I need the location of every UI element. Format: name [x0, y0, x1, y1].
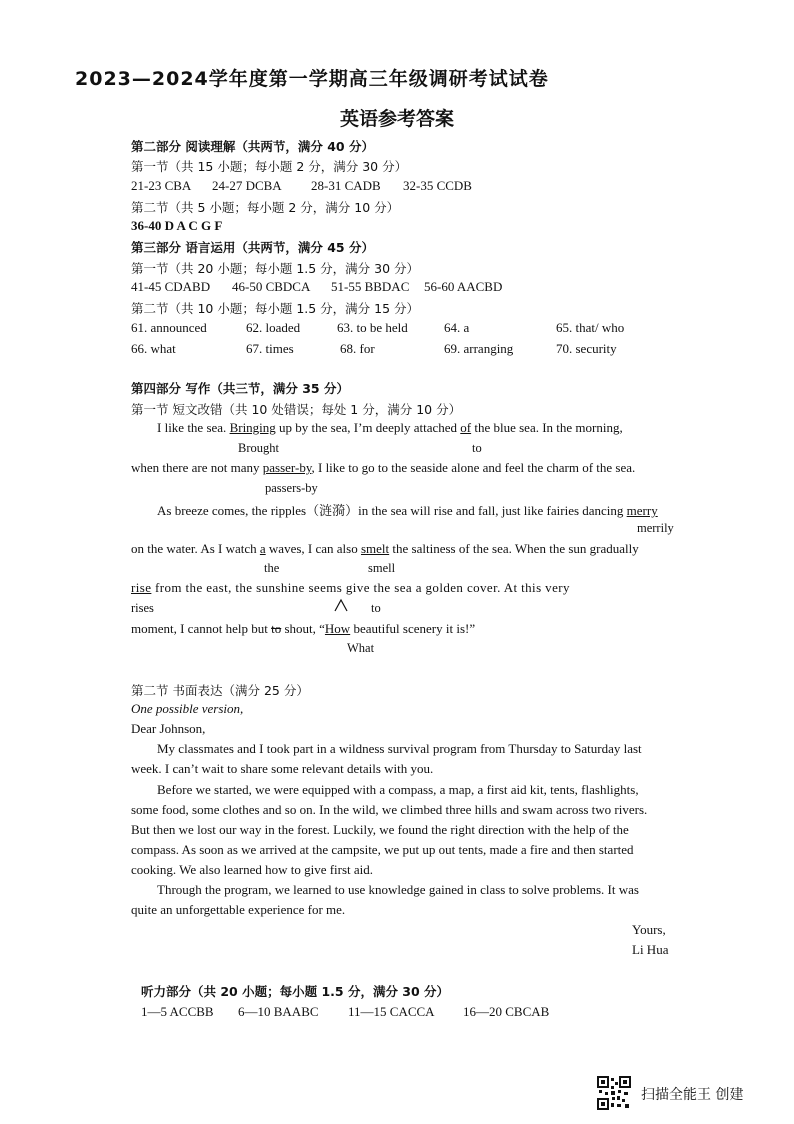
writing-s1-heading: 第一节 短文改错（共 10 处错误；每处 1 分，满分 10 分）	[131, 402, 462, 417]
answer-group: 46-50 CBDCA	[232, 279, 311, 294]
passage-text: the saltiness of the sea. When the sun gradually	[389, 541, 639, 556]
listening-heading: 听力部分（共 20 小题；每小题 1.5 分，满分 30 分）	[141, 984, 450, 999]
answer-item: 65. that/ who	[556, 320, 625, 335]
writing-s2-heading: 第二节 书面表达（满分 25 分）	[131, 683, 309, 698]
answer-group: 21-23 CBA	[131, 178, 192, 193]
page-title: 2023—2024学年度第一学期高三年级调研考试试卷	[75, 68, 549, 90]
answer-item: 63. to be held	[337, 320, 408, 335]
answer-group: 56-60 AACBD	[424, 279, 503, 294]
passage-text: beautiful scenery it is!”	[350, 621, 476, 636]
passage-text: the blue sea. In the morning,	[471, 420, 623, 435]
passage-line	[157, 500, 658, 519]
answer-item: 66. what	[131, 341, 176, 356]
letter-greeting: Dear Johnson,	[131, 721, 206, 736]
answer-item: 61. announced	[131, 320, 207, 335]
answer-group: 6—10 BAABC	[238, 1004, 319, 1019]
qr-code-icon	[597, 1076, 631, 1110]
answer-item: 70. security	[556, 341, 617, 356]
passage-line	[157, 420, 623, 436]
answer-item: 62. loaded	[246, 320, 301, 335]
writing-heading: 第四部分 写作（共三节，满分 35 分）	[131, 381, 349, 396]
passage-line	[131, 460, 635, 476]
language-s1-heading: 第一节（共 20 小题；每小题 1.5 分，满分 30 分）	[131, 261, 420, 276]
passage-text: As breeze comes, the ripples（涟漪）in the sea will rise and fall, just like fairies dancing	[157, 503, 627, 518]
passage-text: give the sea a golden cover. At this very	[345, 580, 570, 595]
letter-line: Before we started, we were equipped with a compass, a map, a first aid kit, tents, flashlights,	[157, 782, 639, 797]
passage-text: up by the sea, I’m deeply attached	[275, 420, 461, 435]
language-s2-heading: 第二节（共 10 小题；每小题 1.5 分，满分 15 分）	[131, 301, 420, 316]
correction: to	[472, 441, 482, 455]
passage-text: on the water. As I watch	[131, 541, 260, 556]
page-subtitle: 英语参考答案	[340, 108, 455, 130]
correction: merrily	[637, 521, 674, 535]
passage-text: waves, I can also	[265, 541, 361, 556]
answer-group: 36-40 D A C G F	[131, 218, 223, 233]
correction: rises	[131, 601, 154, 615]
version-note: One possible version,	[131, 701, 244, 716]
error-word: a	[259, 541, 266, 556]
reading-s1-heading: 第一节（共 15 小题；每小题 2 分，满分 30 分）	[131, 159, 408, 174]
answer-group: 51-55 BBDAC	[331, 279, 410, 294]
correction: smell	[368, 561, 396, 575]
letter-line: But then we lost our way in the forest. Luckily, we found the right direction with the help of the	[131, 822, 629, 837]
error-word: smelt	[360, 541, 390, 556]
error-word: Bringing	[229, 420, 276, 435]
error-word: rise	[131, 580, 152, 595]
letter-closing: Yours,	[632, 922, 666, 937]
language-heading: 第三部分 语言运用（共两节，满分 45 分）	[131, 240, 374, 255]
deleted-word: to	[271, 621, 282, 636]
correction: the	[264, 561, 280, 575]
answer-group: 28-31 CADB	[311, 178, 381, 193]
answer-group: 32-35 CCDB	[403, 178, 472, 193]
answer-item: 67. times	[246, 341, 294, 356]
passage-line	[131, 580, 570, 596]
answer-group: 1—5 ACCBB	[141, 1004, 214, 1019]
answer-group: 24-27 DCBA	[212, 178, 282, 193]
letter-line: cooking. We also learned how to give first aid.	[131, 862, 374, 877]
error-word: How	[324, 621, 351, 636]
letter-signature: Li Hua	[632, 942, 669, 957]
error-word: of	[460, 420, 472, 435]
answer-group: 16—20 CBCAB	[463, 1004, 550, 1019]
letter-line: quite an unforgettable experience for me.	[131, 902, 346, 917]
passage-line	[131, 621, 475, 637]
correction: passers-by	[265, 481, 318, 495]
answer-group: 41-45 CDABD	[131, 279, 211, 294]
answer-item: 69. arranging	[444, 341, 514, 356]
passage-text: shout, “	[281, 621, 325, 636]
correction: to	[371, 601, 381, 615]
letter-line: compass. As soon as we arrived at the campsite, we put up out tents, made a fire and then started	[131, 842, 634, 857]
passage-text: when there are not many	[131, 460, 263, 475]
letter-line: Through the program, we learned to use knowledge gained in class to solve problems. It was	[157, 882, 639, 897]
passage-text: from the east, the sunshine seems	[151, 580, 346, 595]
error-word: passer-by	[262, 460, 312, 475]
letter-line: My classmates and I took part in a wildness survival program from Thursday to Saturday last	[157, 741, 642, 756]
passage-line	[131, 541, 639, 557]
passage-text: I like the sea.	[157, 420, 230, 435]
error-word: merry	[626, 503, 658, 518]
answer-item: 64. a	[444, 320, 470, 335]
reading-heading: 第二部分 阅读理解（共两节，满分 40 分）	[131, 139, 374, 154]
answer-item: 68. for	[340, 341, 375, 356]
passage-text: moment, I cannot help but	[131, 621, 272, 636]
correction: What	[347, 641, 375, 655]
letter-line: some food, some clothes and so on. In the wild, we climbed three hills and swam across two rivers.	[131, 802, 648, 817]
letter-line: week. I can’t wait to share some relevant details with you.	[131, 761, 434, 776]
correction: Brought	[238, 441, 279, 455]
reading-s2-heading: 第二节（共 5 小题；每小题 2 分，满分 10 分）	[131, 200, 400, 215]
passage-text: , I like to go to the seaside alone and feel the charm of the sea.	[311, 460, 636, 475]
scanner-watermark: 扫描全能王 创建	[641, 1087, 744, 1103]
answer-group: 11—15 CACCA	[348, 1004, 435, 1019]
